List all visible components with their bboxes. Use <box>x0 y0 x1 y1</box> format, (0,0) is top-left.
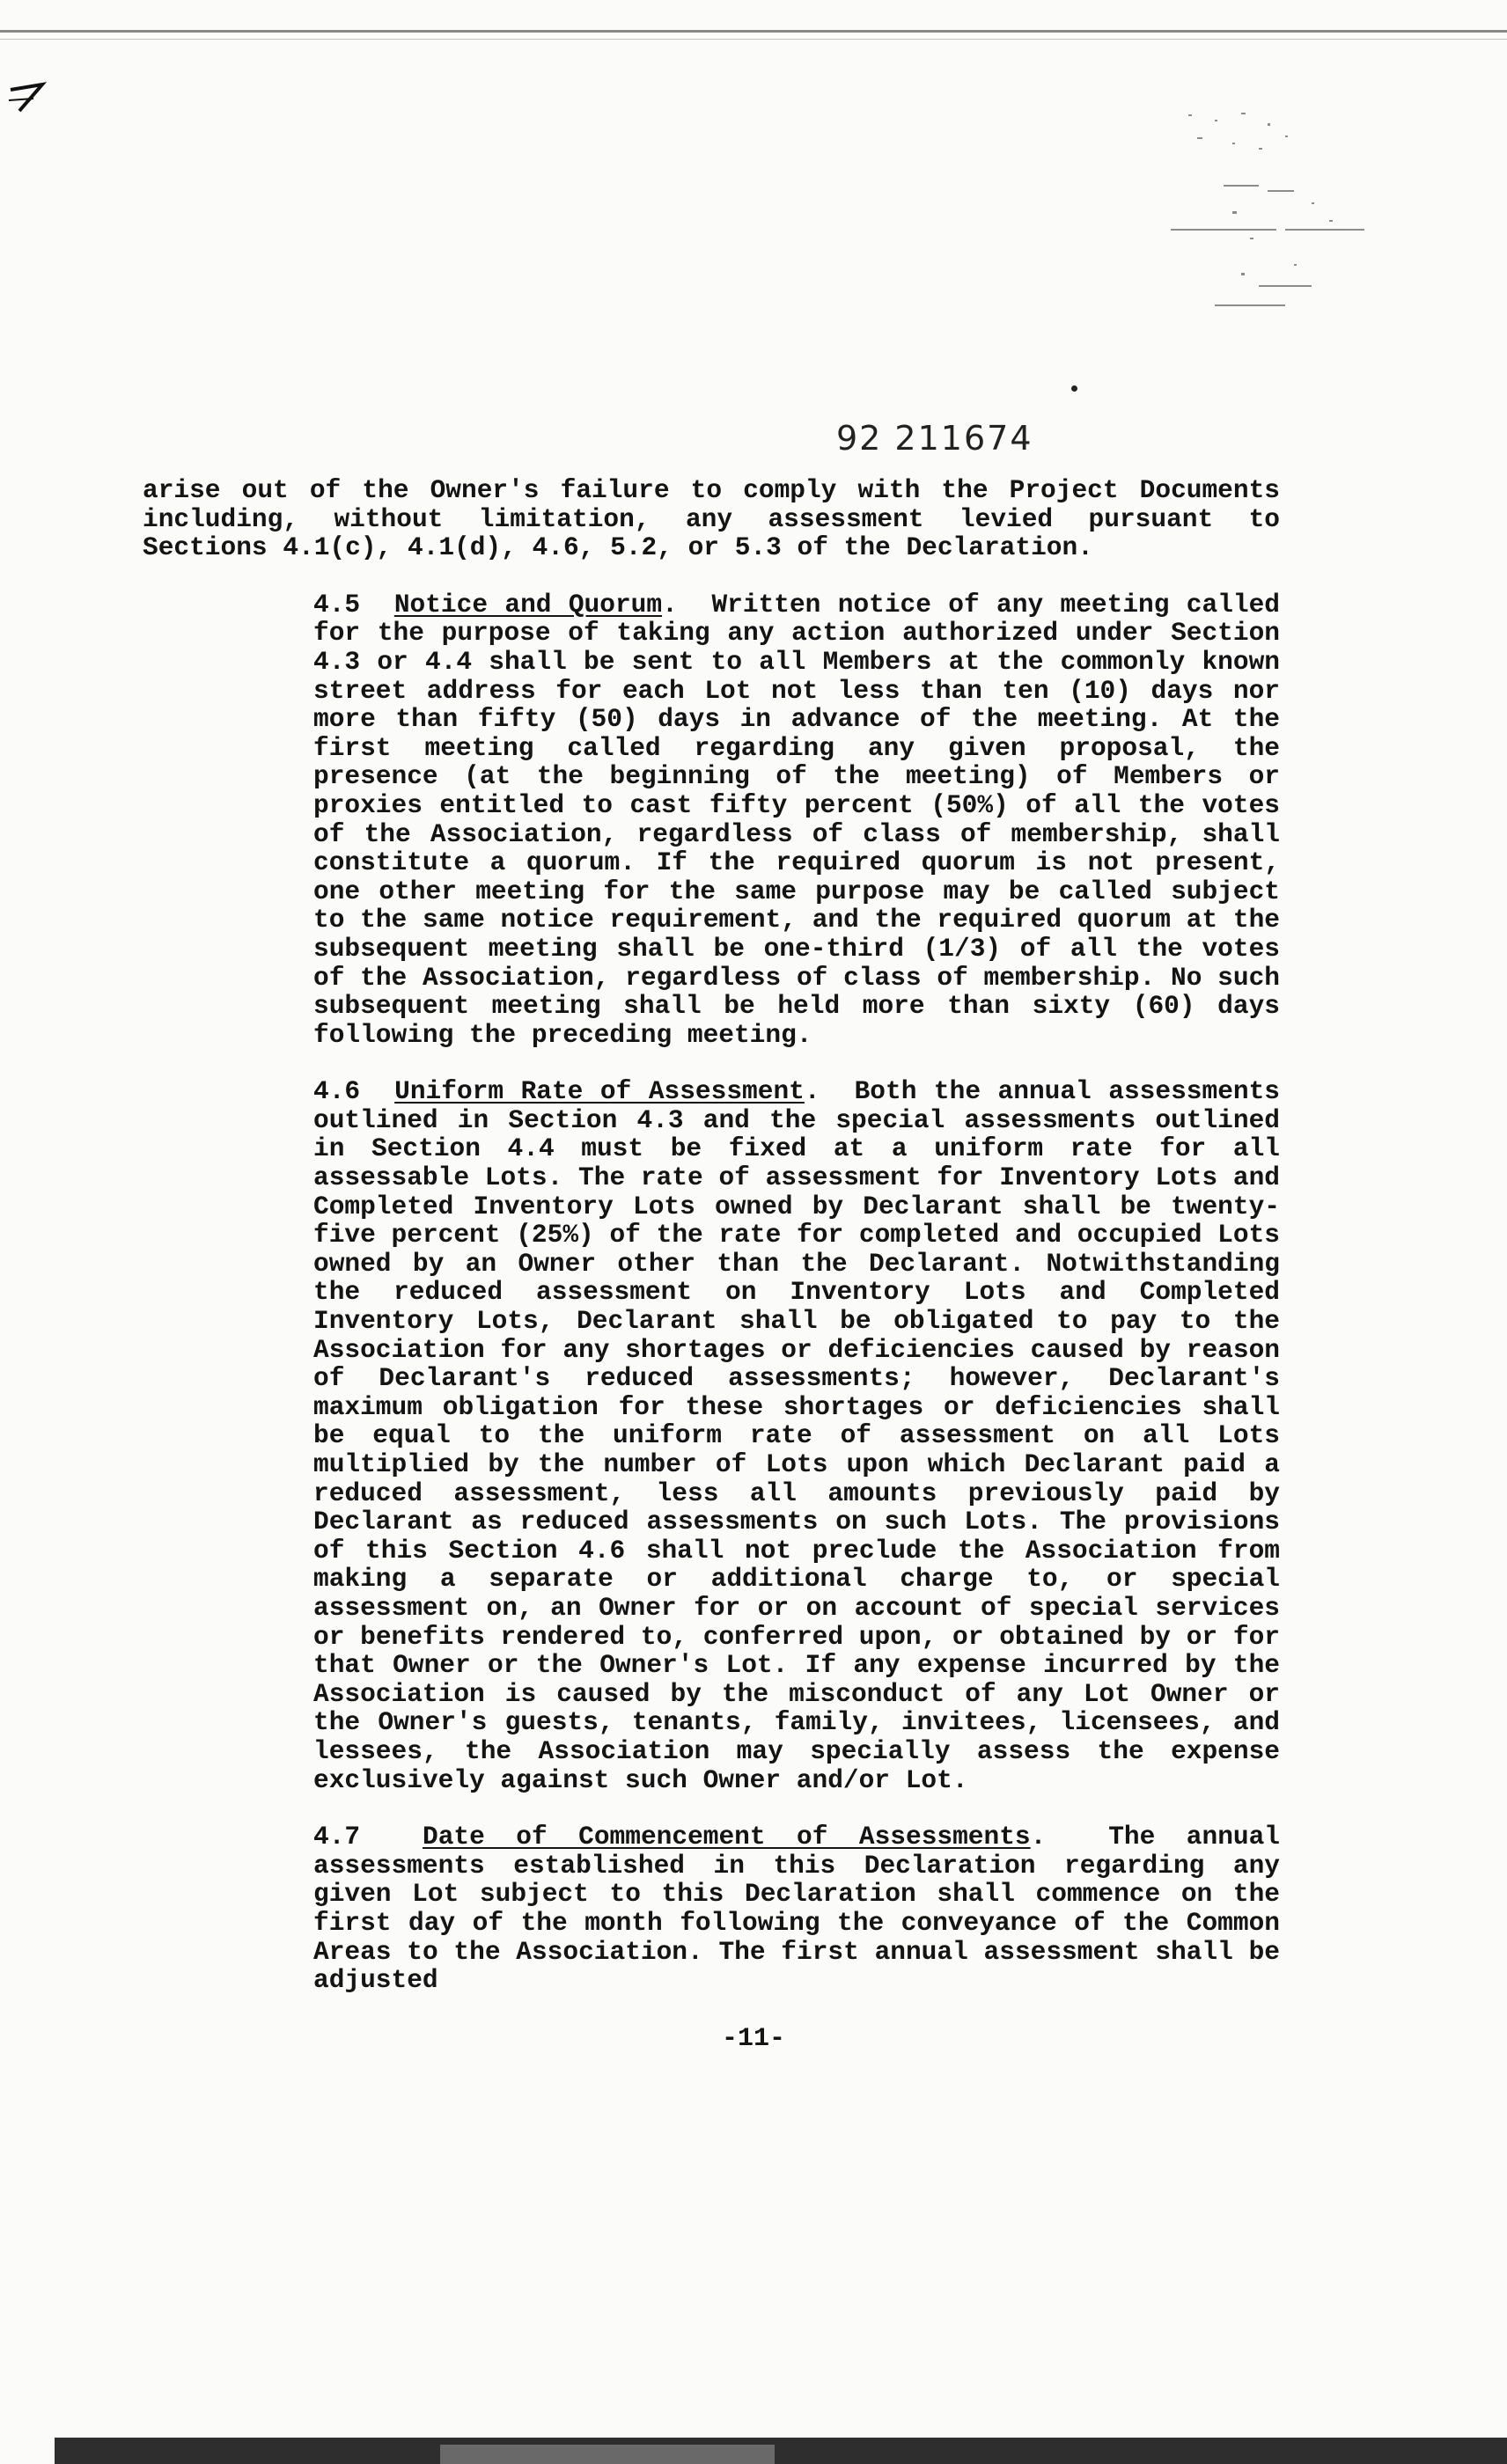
scan-artifact-line-thin <box>0 39 1507 40</box>
scan-bottom-edge <box>55 2438 1507 2464</box>
section-body: Written notice of any meeting called for the purpose of taking any action authorized under Section 4.3 or 4.4 shall be sent to all Members at the commonly known street address for each Lot not less than ten (10) days nor more than fifty (50) days in advance of the meeting. At the first meeting called regarding any given proposal, the presence (at the beginning of the meeting) of Members or proxies entitled to cast fifty percent (50%) of all the votes of the Association, regardless of class of membership, shall constitute a quorum. If the required quorum is not present, one other meeting for the same purpose may be called subject to the same notice requirement, and the required quorum at the subsequent meeting shall be one-third (1/3) of all the votes of the Association, regardless of class of membership. No such subsequent meeting shall be held more than sixty (60) days following the preceding meeting. <box>313 589 1281 1050</box>
scan-artifact-line <box>0 30 1507 33</box>
scan-bottom-artifact <box>440 2445 775 2464</box>
section-body: Both the annual assessments outlined in Section 4.3 and the special assessments outlined in Section 4.4 must be fixed at a uniform rate for all assessable Lots. The rate of assessment for Inventory Lots and Completed Inventory Lots owned by Declarant shall be twenty-five percent (25%) of the rate for completed and occupied Lots owned by an Owner other than the Declarant. Notwithstanding the reduced assessment on Inventory Lots and Completed Inventory Lots, Declarant shall be obligated to pay to the Association for any shortages or deficiencies caused by reason of Declarant's reduced assessments; however, Declarant's maximum obligation for these shortages or deficiencies shall be equal to the uniform rate of assessment on all Lots multiplied by the number of Lots upon which Declarant paid a reduced assessment, less all amounts previously paid by Declarant as reduced assessments on such Lots. The provisions of this Section 4.6 shall not preclude the Association from making a separate or additional charge to, or special assessment on, an Owner for or on account of special services or benefits rendered to, conferred upon, or obtained by or for that Owner or the Owner's Lot. If any expense incurred by the Association is caused by the misconduct of any Lot Owner or the Owner's guests, tenants, family, invitees, licensees, and lessees, the Association may specially assess the expense exclusively against such Owner and/or Lot. <box>313 1076 1281 1795</box>
scan-noise-specks <box>1136 97 1400 326</box>
section-heading: Date of Commencement of Assessments <box>423 1822 1031 1852</box>
section-heading: Uniform Rate of Assessment <box>394 1076 805 1107</box>
page-number: -11- <box>721 2024 785 2054</box>
section-number: 4.7 <box>313 1822 361 1852</box>
section-body: The annual assessments established in this Declaration regarding any given Lot subject to this Declaration shall commence on the first day of the month following the conveyance of the Common Areas to the Association. The first annual assessment shall be adjusted <box>313 1822 1281 1996</box>
scan-dot <box>1071 385 1077 392</box>
document-body <box>143 476 1280 1995</box>
section-number: 4.6 <box>313 1076 361 1107</box>
section-number: 4.5 <box>313 589 361 620</box>
section-heading: Notice and Quorum <box>393 589 663 620</box>
corner-mark-icon <box>7 81 48 114</box>
section-4-6: 4.6 Uniform Rate of Assessment. Both the annual assessments outlined in Section 4.3 and the special assessments outlined in Section 4.4 must be fixed at a uniform rate for all assessable Lots. The rate of assessment for Inventory Lots and Completed Inventory Lots owned by Declarant shall be twenty-five percent (25%) of the rate for completed and occupied Lots owned by an Owner other than the Declarant. Notwithstanding the reduced assessment on Inventory Lots and Completed Inventory Lots, Declarant shall be obligated to pay to the Association for any shortages or deficiencies caused by reason of Declarant's reduced assessments; however, Declarant's maximum obligation for these shortages or deficiencies shall be equal to the uniform rate of assessment on all Lots multiplied by the number of Lots upon which Declarant paid a reduced assessment, less all amounts previously paid by Declarant as reduced assessments on such Lots. The provisions of this Section 4.6 shall not preclude the Association from making a separate or additional charge to, or special assessment on, an Owner for or on account of special services or benefits rendered to, conferred upon, or obtained by or for that Owner or the Owner's Lot. If any expense incurred by the Association is caused by the misconduct of any Lot Owner or the Owner's guests, tenants, family, invitees, licensees, and lessees, the Association may specially assess the expense exclusively against such Owner and/or Lot. <box>313 1076 1281 1795</box>
section-4-5: 4.5 Notice and Quorum. Written notice of any meeting called for the purpose of taking any action authorized under Section 4.3 or 4.4 shall be sent to all Members at the commonly known street address for each Lot not less than ten (10) days nor more than fifty (50) days in advance of the meeting. At the first meeting called regarding any given proposal, the presence (at the beginning of the meeting) of Members or proxies entitled to cast fifty percent (50%) of all the votes of the Association, regardless of class of membership, shall constitute a quorum. If the required quorum is not present, one other meeting for the same purpose may be called subject to the same notice requirement, and the required quorum at the subsequent meeting shall be one-third (1/3) of all the votes of the Association, regardless of class of membership. No such subsequent meeting shall be held more than sixty (60) days following the preceding meeting. <box>313 589 1281 1050</box>
continuation-paragraph: arise out of the Owner's failure to comply with the Project Documents including, without limitation, any assessment levied pursuant to Sections 4.1(c), 4.1(d), 4.6, 5.2, or 5.3 of the Declaration. <box>143 475 1280 563</box>
recording-number: 92 211674 <box>836 419 1033 458</box>
section-4-7: 4.7 Date of Commencement of Assessments. The annual assessments established in this Declaration regarding any given Lot subject to this Declaration shall commence on the first day of the month following the conveyance of the Common Areas to the Association. The first annual assessment shall be adjusted <box>313 1822 1281 1996</box>
